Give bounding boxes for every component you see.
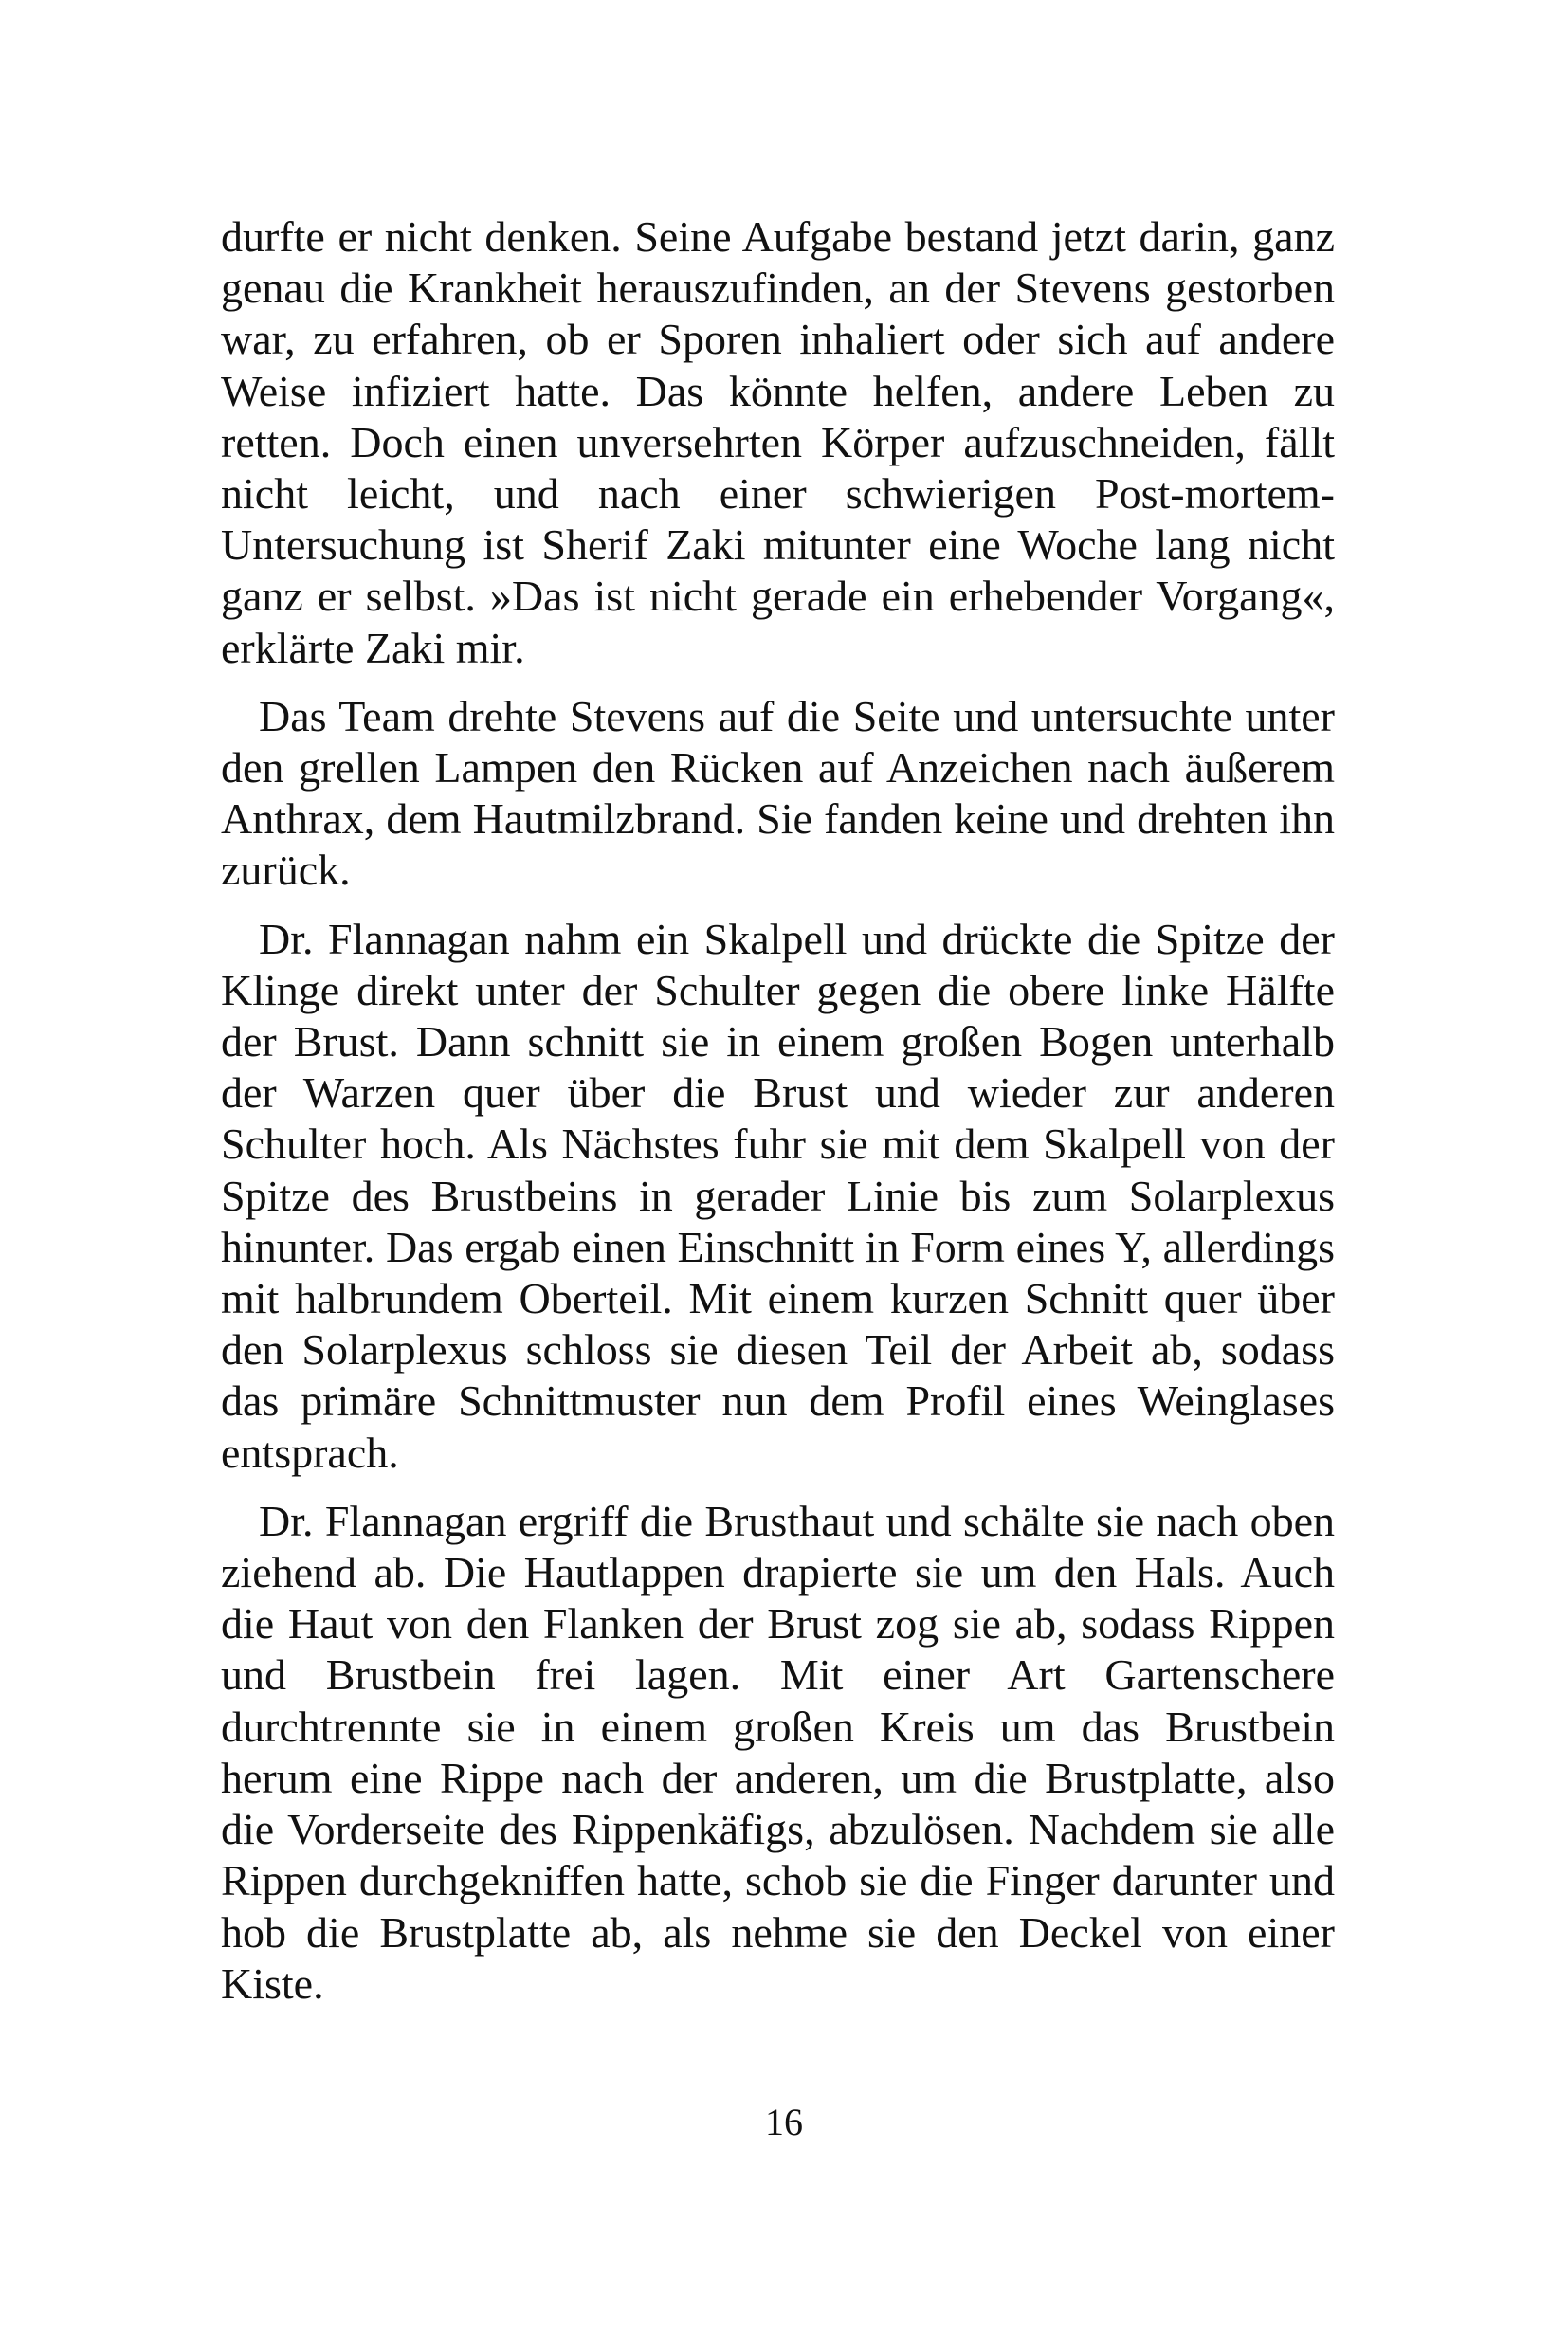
paragraph: Das Team drehte Stevens auf die Seite und untersuchte unter den grellen Lampen den Rücken auf Anzeichen nach äußerem Anthrax, dem Hautmilzbrand. Sie fanden keine und drehten ihn zurück. xyxy=(221,691,1335,895)
paragraph: Dr. Flannagan ergriff die Brusthaut und schälte sie nach oben ziehend ab. Die Hautlappen drapierte sie um den Hals. Auch die Haut von den Flanken der Brust zog sie ab, sodass Rippen und Brustbein frei lagen. Mit einer Art Gartenschere durchtrennte sie in einem großen Kreis um das Brustbein herum eine Rippe nach der anderen, um die Brustplatte, also die Vorderseite des Rippenkäfigs, abzulösen. Nachdem sie alle Rippen durchgekniffen hatte, schob sie die Finger darunter und hob die Brustplatte ab, als nehme sie den Deckel von einer Kiste. xyxy=(221,1496,1335,2008)
paragraph: Dr. Flannagan nahm ein Skalpell und drückte die Spitze der Klinge direkt unter der Schulter gegen die obere linke Hälfte der Brust. Dann schnitt sie in einem großen Bogen unterhalb der Warzen quer über die Brust und wieder zur anderen Schulter hoch. Als Nächstes fuhr sie mit dem Skalpell von der Spitze des Brustbeins in gerader Linie bis zum Solarplexus hinunter. Das ergab einen Einschnitt in Form eines Y, allerdings mit halbrundem Oberteil. Mit einem kurzen Schnitt quer über den Solarplexus schloss sie diesen Teil der Arbeit ab, sodass das primäre Schnittmuster nun dem Profil eines Weinglases entsprach. xyxy=(221,914,1335,1477)
body-text xyxy=(221,211,1335,2010)
page-number: 16 xyxy=(765,2101,803,2143)
paragraph: durfte er nicht denken. Seine Aufgabe bestand jetzt darin, ganz genau die Krankheit herauszufinden, an der Stevens gestorben war, zu erfahren, ob er Sporen inhaliert oder sich auf andere Weise infiziert hatte. Das könnte helfen, andere Leben zu retten. Doch einen unversehrten Körper aufzuschneiden, fällt nicht leicht, und nach einer schwierigen Post-mortem-Untersuchung ist Sherif Zaki mitunter eine Woche lang nicht ganz er selbst. »Das ist nicht gerade ein erhebender Vorgang«, erklärte Zaki mir. xyxy=(221,212,1335,672)
